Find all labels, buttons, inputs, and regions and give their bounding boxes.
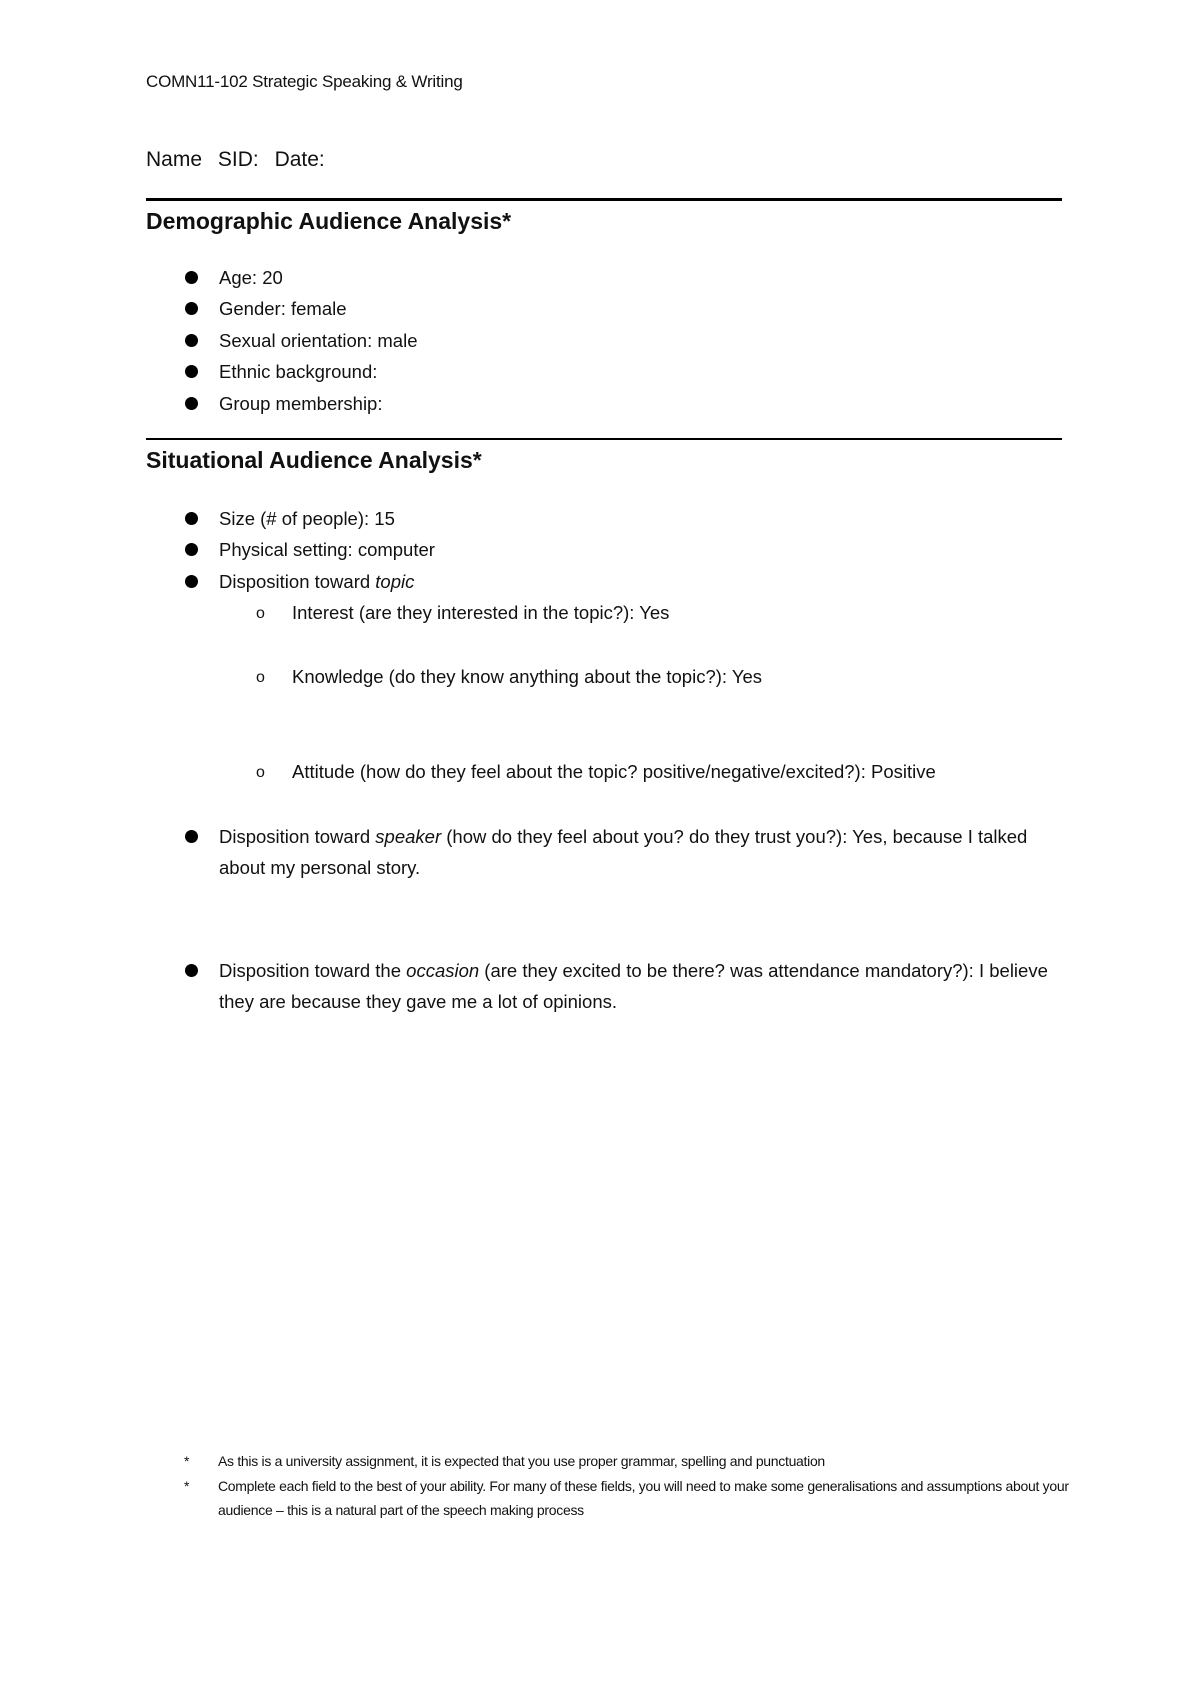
sid-label: SID:	[217, 148, 259, 171]
circle-bullet-icon: o	[256, 764, 265, 781]
bullet-icon	[185, 512, 198, 525]
course-title: COMN11-102 Strategic Speaking & Writing	[146, 72, 463, 91]
bullet-icon	[185, 397, 198, 410]
asterisk-marker: *	[184, 1478, 190, 1494]
bullet-icon	[185, 964, 198, 977]
bullet-icon	[185, 302, 198, 315]
bullet-icon	[185, 334, 198, 347]
document-page: COMN11-102 Strategic Speaking & Writing Name SID: Date: Demographic Audience Analysis* Age: 20 Gender: female Sexual orientation: male Ethnic background: Group membership: Situational Audience Analysis* Size (# of people): 15 Physical setting: computer Disposition toward topic o Interest (are they interested in the topic?): Yes o Knowledge (do they know anything about the topic?): Yes o Attitude (how do they feel about the topic? positive/negative/excited?): Positive Disposition toward speaker (how do they feel about you? do they trust you?): Yes, because I talked about my personal story. Disposition toward the occasion (are they excited to be there? was attendance mandatory?): I believe they are because they gave me a lot of opinions. * As this is a university assignment, it is expected that you use proper grammar, spelling and punctuation * Complete each field to the best of your ability. For many of these fields, you will need to make some generalisations and assumptions about your audience – this is a natural part of the speech making process	[0, 0, 1200, 1698]
name-label: Name	[146, 148, 203, 171]
section-divider	[146, 198, 1062, 201]
student-fields	[146, 148, 335, 172]
bullet-icon	[185, 830, 198, 843]
circle-bullet-icon: o	[256, 605, 265, 622]
demographic-heading: Demographic Audience Analysis*	[146, 208, 512, 234]
situational-heading: Situational Audience Analysis*	[146, 447, 482, 473]
bullet-icon	[185, 543, 198, 556]
date-label: Date:	[274, 148, 325, 171]
asterisk-marker: *	[184, 1453, 190, 1469]
bullet-icon	[185, 575, 198, 588]
bullet-icon	[185, 271, 198, 284]
section-divider	[146, 438, 1062, 440]
bullet-icon	[185, 365, 198, 378]
circle-bullet-icon: o	[256, 669, 265, 686]
